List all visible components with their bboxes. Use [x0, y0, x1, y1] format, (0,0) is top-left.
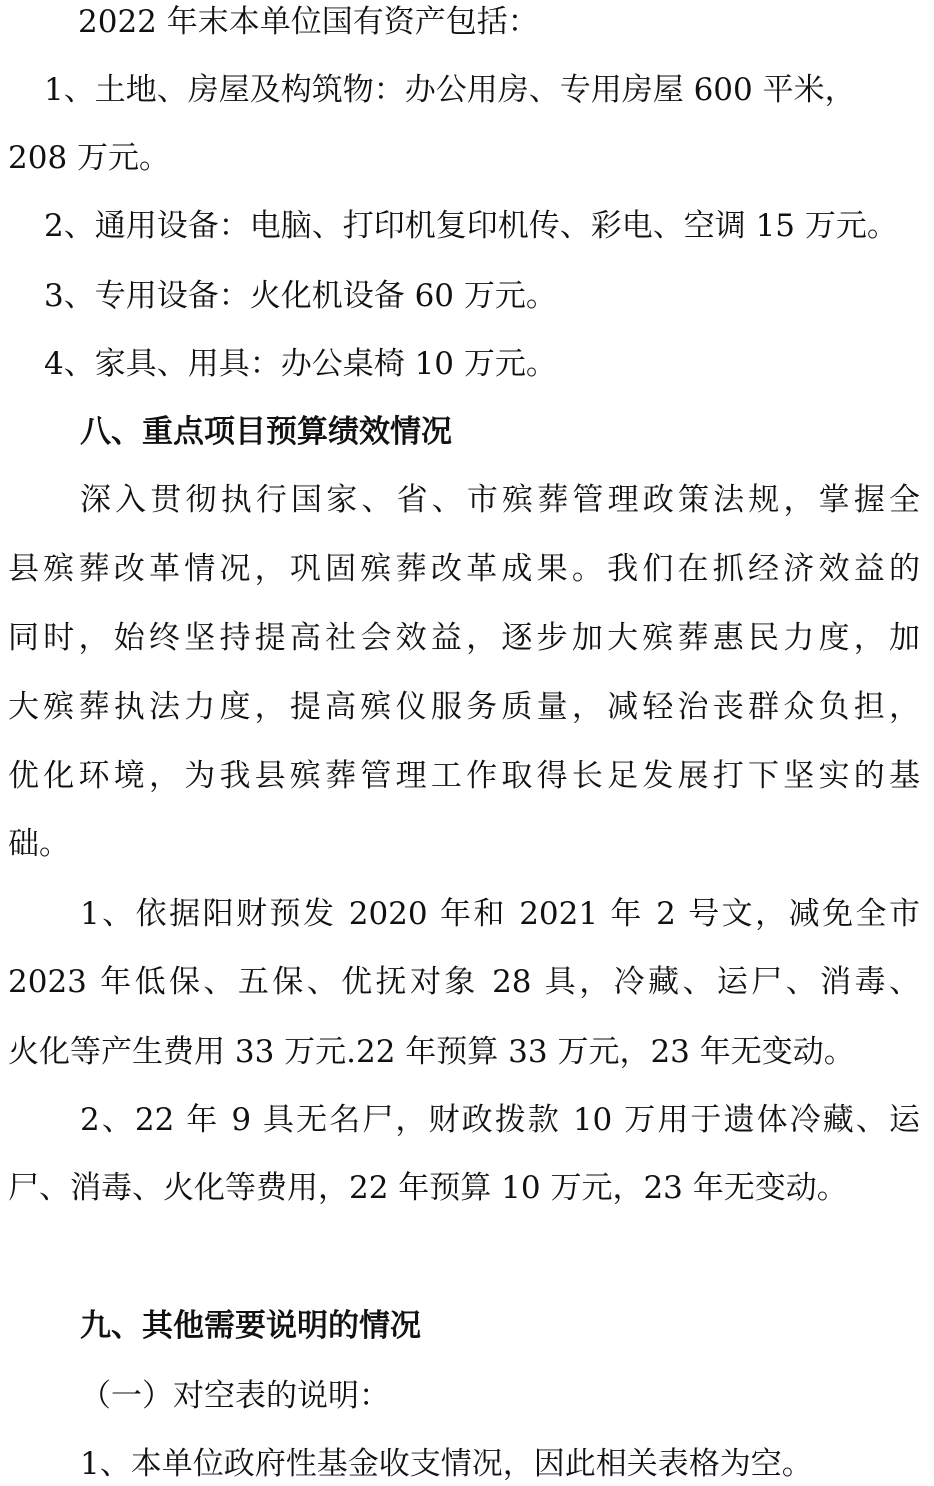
performance-paragraph-line-1: 深入贯彻执行国家、省、市殡葬管理政策法规，掌握全 — [80, 482, 920, 518]
asset-item-1-line-1: 1、土地、房屋及构筑物：办公用房、专用房屋 600 平米， — [44, 72, 856, 108]
project-2-line-2: 尸、消毒、火化等费用，22 年预算 10 万元，23 年无变动。 — [8, 1170, 848, 1206]
empty-table-item-1: 1、本单位政府性基金收支情况，因此相关表格为空。 — [80, 1446, 813, 1482]
project-1-line-3: 火化等产生费用 33 万元.22 年预算 33 万元，23 年无变动。 — [8, 1034, 855, 1070]
project-1-line-2: 2023 年低保、五保、优抚对象 28 具，冷藏、运尸、消毒、 — [8, 964, 920, 1000]
section-8-heading: 八、重点项目预算绩效情况 — [80, 414, 452, 450]
performance-paragraph-line-6: 础。 — [8, 826, 70, 862]
asset-item-1-line-2: 208 万元。 — [8, 140, 171, 176]
performance-paragraph-line-5: 优化环境，为我县殡葬管理工作取得长足发展打下坚实的基 — [8, 758, 920, 794]
project-2-line-1: 2、22 年 9 具无名尸，财政拨款 10 万用于遗体冷藏、运 — [80, 1102, 920, 1138]
performance-paragraph-line-2: 县殡葬改革情况，巩固殡葬改革成果。我们在抓经济效益的 — [8, 551, 920, 587]
asset-item-2-line: 2、通用设备：电脑、打印机复印机传、彩电、空调 15 万元。 — [44, 208, 898, 244]
asset-item-4-line: 4、家具、用具：办公桌椅 10 万元。 — [44, 346, 557, 382]
performance-paragraph-line-3: 同时，始终坚持提高社会效益，逐步加大殡葬惠民力度，加 — [8, 620, 920, 656]
asset-item-3-line: 3、专用设备：火化机设备 60 万元。 — [44, 278, 557, 314]
project-1-line-1: 1、依据阳财预发 2020 年和 2021 年 2 号文，减免全市 — [80, 896, 920, 932]
asset-intro-line: 2022 年末本单位国有资产包括： — [78, 4, 539, 40]
empty-table-subheading: （一）对空表的说明： — [80, 1378, 390, 1414]
performance-paragraph-line-4: 大殡葬执法力度，提高殡仪服务质量，减轻治丧群众负担， — [8, 689, 920, 725]
section-9-heading: 九、其他需要说明的情况 — [80, 1308, 421, 1344]
